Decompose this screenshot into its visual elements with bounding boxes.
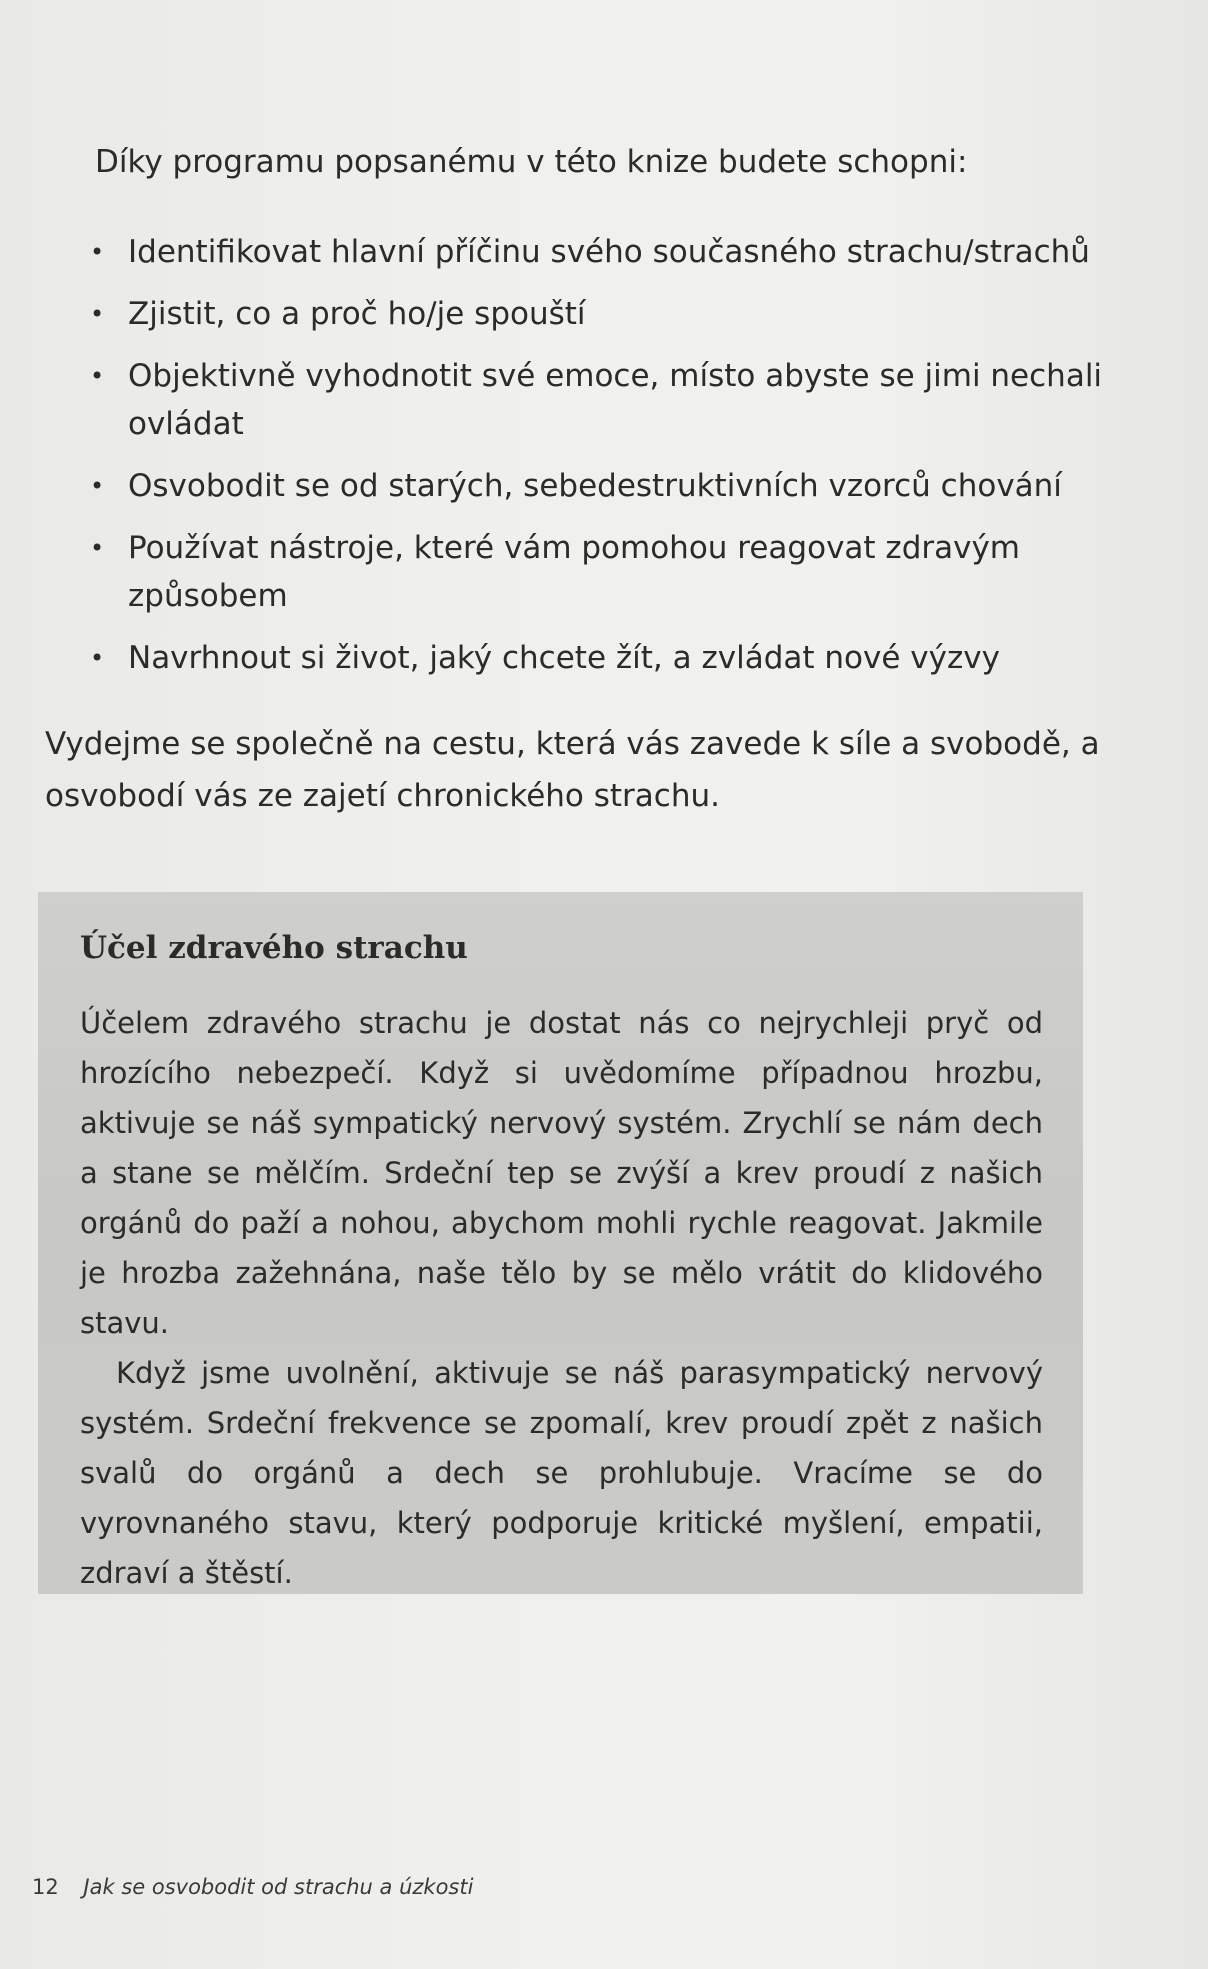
box-paragraph: Když jsme uvolnění, aktivuje se náš parasympatický nervový systém. Srdeční frekvence se zpomalí, krev proudí zpět z našich svalů do orgánů a dech se prohlubuje. Vracíme se do vyrovnaného stavu, který podporuje kritické myšlení, empatii, zdraví a štěstí. [80,1356,1043,1590]
intro-text: Díky programu popsanému v této knize budete schopni: [95,144,968,180]
list-item: • Používat nástroje, které vám pomohou reagovat zdravým způsobem [90,524,1130,620]
sidebar-box [38,892,1083,1594]
page-number: 12 [32,1875,59,1899]
box-title: Účel zdravého strachu [80,930,468,966]
running-title: Jak se osvobodit od strachu a úzkosti [83,1875,474,1899]
outro-text: Vydejme se společně na cestu, která vás zavede k síle a svobodě, a osvobodí vás ze zajetí chronického strachu. [45,726,1100,814]
list-item: • Navrhnout si život, jaký chcete žít, a zvládat nové výzvy [90,634,1130,682]
box-paragraph: Účelem zdravého strachu je dostat nás co nejrychleji pryč od hrozícího nebezpečí. Když si uvědomíme případnou hrozbu, aktivuje se náš sympatický nervový systém. Zrychlí se nám dech a stane se mělčím. Srdeční tep se zvýší a krev proudí z našich orgánů do paží a nohou, abychom mohli rychle reagovat. Jakmile je hrozba zažehnána, naše tělo by se mělo vrátit do klidového stavu. [80,1006,1043,1340]
list-item: • Identifikovat hlavní příčinu svého současného strachu/strachů [90,228,1130,276]
abilities-list [90,228,1130,696]
list-item: • Osvobodit se od starých, sebedestruktivních vzorců chování [90,462,1130,510]
page-footer [32,1872,473,1902]
list-item: • Objektivně vyhodnotit své emoce, místo abyste se jimi nechali ovládat [90,352,1130,448]
list-item: • Zjistit, co a proč ho/je spouští [90,290,1130,338]
